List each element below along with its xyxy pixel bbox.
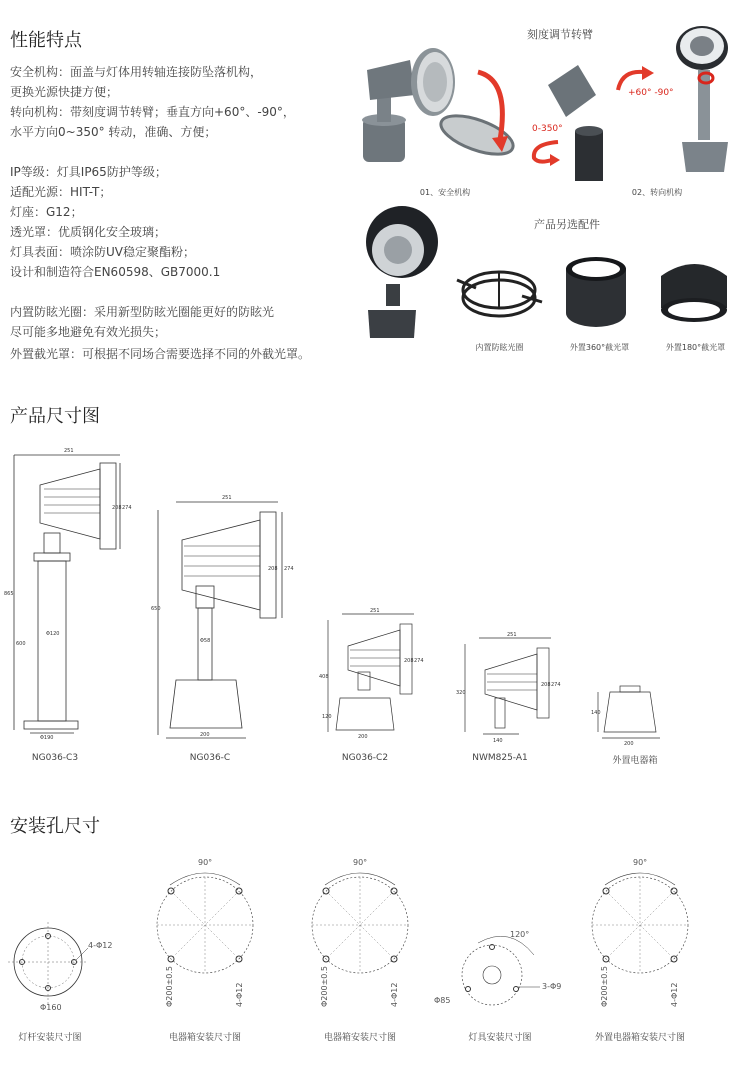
dim-label: 251 [370, 608, 380, 614]
angle-label: 90° [633, 858, 648, 867]
dim-label: 200 [200, 732, 210, 738]
dim-label: 274 [284, 566, 294, 572]
drawing-external-box [590, 682, 675, 748]
hole-label: Φ85 [434, 996, 451, 1005]
model-label: NG036-C [189, 753, 231, 763]
drawing-ng036-c3 [0, 445, 140, 745]
turning-lamp-image [662, 22, 740, 182]
angle-v-label: +60° -90° [628, 88, 674, 98]
angle-label: 90° [198, 858, 213, 867]
model-label: NG036-C3 [31, 753, 79, 763]
hole-drawing-box-1 [150, 855, 260, 1015]
feature-line: 内置防眩光圈：采用新型防眩光圈能更好的防眩光 [10, 305, 275, 319]
dim-label: 208 [404, 658, 414, 664]
hole-caption: 电器箱安装尺寸图 [168, 1033, 241, 1043]
cover-180-image [655, 258, 733, 328]
hole-label: 4-Φ12 [235, 982, 244, 1007]
dim-label: 200 [624, 741, 634, 747]
arm-title: 刻度调节转臂 [527, 28, 593, 41]
hole-label: 4-Φ12 [670, 982, 679, 1007]
accessories-title: 产品另选配件 [534, 218, 600, 231]
hole-drawing-pole [8, 918, 118, 1013]
feature-line: 外置截光罩：可根据不同场合需要选择不同的外截光罩。 [10, 347, 311, 361]
model-label: NG036-C2 [341, 753, 389, 763]
hole-label: 3-Φ9 [542, 982, 562, 991]
feature-line: 安全机构：面盖与灯体用转轴连接防坠落机构， [10, 65, 263, 79]
dim-label: 600 [16, 641, 26, 647]
features-list [10, 62, 310, 364]
dim-label: Φ58 [200, 638, 211, 644]
feature-line: 灯具表面：喷涂防UV稳定聚酯粉； [10, 245, 195, 259]
angle-label: 90° [353, 858, 368, 867]
holes-title: 安装孔尺寸 [10, 816, 100, 837]
caption-safety: 01、安全机构 [419, 188, 471, 197]
feature-line: 设计和制造符合EN60598、GB7000.1 [10, 265, 221, 279]
dimensions-title: 产品尺寸图 [10, 406, 100, 427]
caption-anti-glare: 内置防眩光圈 [475, 343, 524, 352]
dim-label: 251 [64, 448, 74, 454]
anti-glare-ring-image [452, 262, 547, 327]
hole-caption: 灯杆安装尺寸图 [18, 1033, 82, 1043]
feature-line: 更换光源快捷方便； [10, 85, 119, 99]
dim-label: 200 [358, 734, 368, 740]
feature-spacer [10, 142, 310, 162]
dim-label: 208 [541, 682, 551, 688]
feature-line: 转向机构：带刻度调节转臂；垂直方向+60°、-90°， [10, 105, 295, 119]
model-label: 外置电器箱 [612, 756, 658, 766]
caption-360: 外置360°截光罩 [569, 343, 630, 352]
dim-label: 274 [551, 682, 561, 688]
dim-label: 320 [456, 690, 466, 696]
hole-label: 4-Φ12 [88, 941, 113, 950]
feature-line: 尽可能多地避免有效光损失； [10, 325, 167, 339]
feature-spacer [10, 282, 310, 302]
feature-line: 水平方向0~350° 转动，准确、方便； [10, 125, 217, 139]
dim-label: 120 [322, 714, 332, 720]
caption-180: 外置180°截光罩 [665, 343, 726, 352]
dim-label: 251 [507, 632, 517, 638]
features-title: 性能特点 [10, 30, 82, 51]
hole-drawing-external [585, 855, 695, 1015]
drawing-nwm825-a1 [455, 630, 565, 748]
hole-drawing-box-2 [305, 855, 415, 1015]
hole-label: Φ200±0.5 [600, 966, 609, 1007]
dim-label: 208 [268, 566, 278, 572]
model-label: NWM825-A1 [472, 753, 528, 763]
dim-label: 140 [591, 710, 601, 716]
feature-line: 灯座：G12； [10, 205, 83, 219]
caption-turn: 02、转向机构 [631, 188, 683, 197]
feature-line: IP等级：灯具IP65防护等级； [10, 165, 167, 179]
hole-label: Φ160 [40, 1003, 62, 1012]
hole-label: Φ200±0.5 [165, 966, 174, 1007]
angle-label: 120° [510, 930, 530, 939]
drawing-ng036-c2 [318, 606, 428, 746]
hole-label: 4-Φ12 [390, 982, 399, 1007]
dim-label: Φ120 [46, 631, 60, 637]
hole-drawing-lamp [430, 925, 580, 1015]
hole-caption: 外置电器箱安装尺寸图 [594, 1033, 685, 1043]
rotate-arrow-icon [470, 60, 520, 160]
feature-line: 适配光源：HIT-T； [10, 185, 112, 199]
dim-label: 274 [122, 505, 132, 511]
hole-label: Φ200±0.5 [320, 966, 329, 1007]
hole-caption: 灯具安装尺寸图 [468, 1033, 532, 1043]
angle-h-label: 0-350° [532, 124, 563, 134]
drawing-ng036-c [150, 490, 300, 745]
dim-label: 650 [151, 606, 161, 612]
dim-label: 251 [222, 495, 232, 501]
dim-label: 140 [493, 738, 503, 744]
accessory-lamp-image [358, 200, 448, 345]
dim-label: 208 [112, 505, 122, 511]
feature-line: 透光罩：优质钢化安全玻璃； [10, 225, 167, 239]
horizontal-arrow-icon [528, 138, 568, 168]
cover-360-image [562, 255, 630, 330]
dim-label: Φ190 [40, 735, 54, 741]
dim-label: 408 [319, 674, 329, 680]
hole-caption: 电器箱安装尺寸图 [323, 1033, 396, 1043]
dim-label: 274 [414, 658, 424, 664]
dim-label: 865 [4, 591, 14, 597]
